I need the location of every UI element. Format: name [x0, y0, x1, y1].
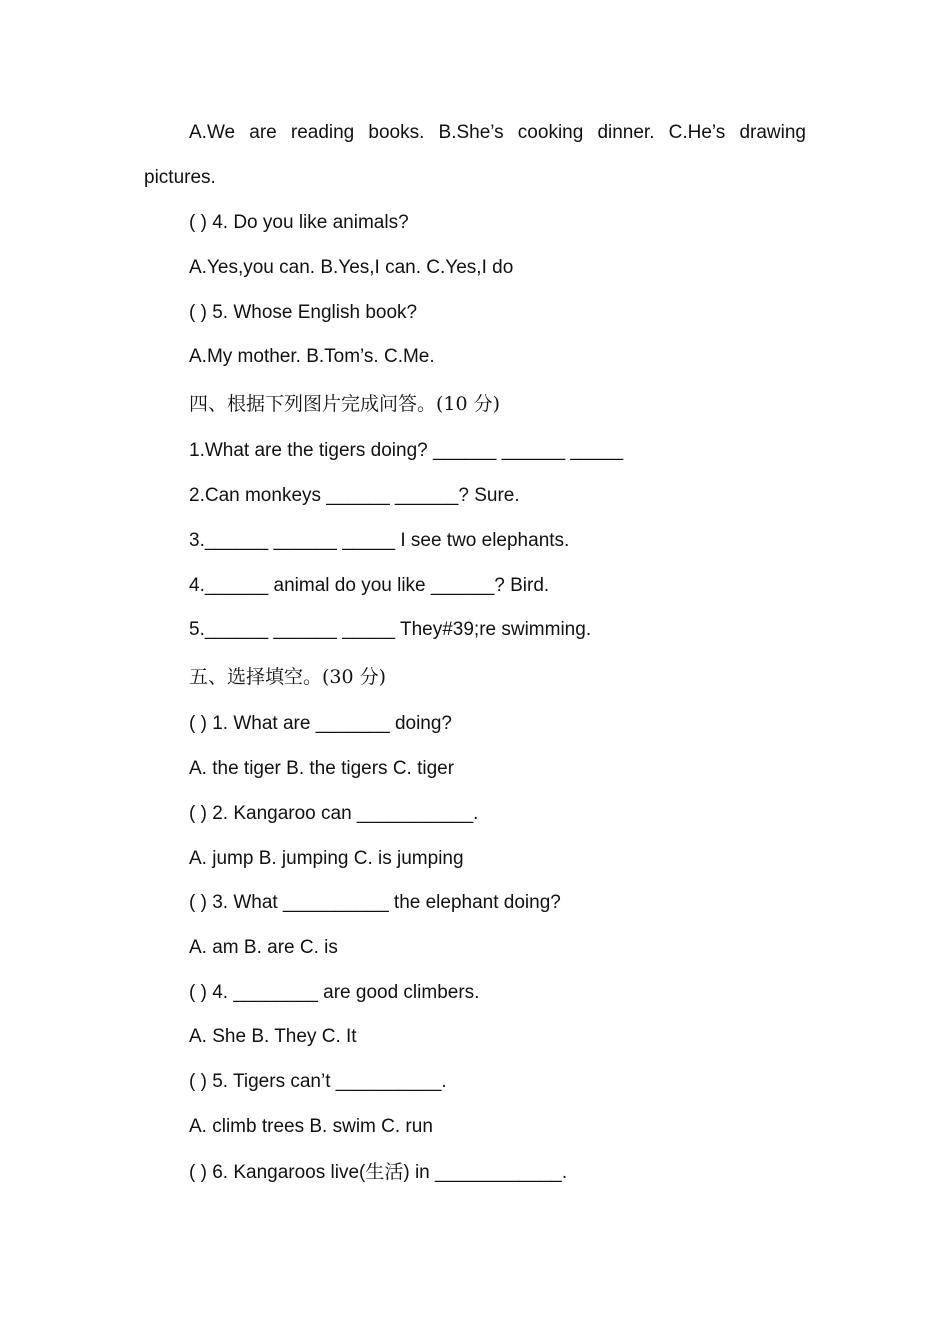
picture-question-1: 1.What are the tigers doing? ______ ______ _____ [189, 440, 624, 461]
choice-question-6: ( ) 6. Kangaroos live(生活) in ____________. [189, 1162, 568, 1183]
question-5: ( ) 5. Whose English book? [189, 302, 418, 323]
choice-options-1: A. the tiger B. the tigers C. tiger [189, 758, 455, 779]
choice-question-4: ( ) 4. ________ are good climbers. [189, 982, 480, 1003]
choice-options-2: A. jump B. jumping C. is jumping [189, 848, 464, 869]
section-5-heading: 五、选择填空。(30 分) [189, 666, 387, 688]
choice-question-2: ( ) 2. Kangaroo can ___________. [189, 803, 479, 824]
question-4: ( ) 4. Do you like animals? [189, 212, 409, 233]
answer-options-q3-continued: pictures. [144, 167, 216, 188]
section-4-heading: 四、根据下列图片完成问答。(10 分) [189, 393, 501, 415]
answer-options-q5: A.My mother. B.Tom’s. C.Me. [189, 346, 435, 367]
choice-question-3: ( ) 3. What __________ the elephant doing? [189, 892, 561, 913]
choice-options-3: A. am B. are C. is [189, 937, 338, 958]
answer-options-q4: A.Yes,you can. B.Yes,I can. C.Yes,I do [189, 257, 514, 278]
choice-options-5: A. climb trees B. swim C. run [189, 1116, 433, 1137]
answer-options-q3: A.We are reading books. B.She’s cooking dinner. C.He’s drawing [189, 122, 806, 143]
choice-question-5: ( ) 5. Tigers can’t __________. [189, 1071, 447, 1092]
choice-options-4: A. She B. They C. It [189, 1026, 357, 1047]
picture-question-5: 5.______ ______ _____ They#39;re swimming. [189, 619, 592, 640]
picture-question-3: 3.______ ______ _____ I see two elephants. [189, 530, 570, 551]
picture-question-2: 2.Can monkeys ______ ______? Sure. [189, 485, 520, 506]
picture-question-4: 4.______ animal do you like ______? Bird. [189, 575, 550, 596]
choice-question-1: ( ) 1. What are _______ doing? [189, 713, 453, 734]
